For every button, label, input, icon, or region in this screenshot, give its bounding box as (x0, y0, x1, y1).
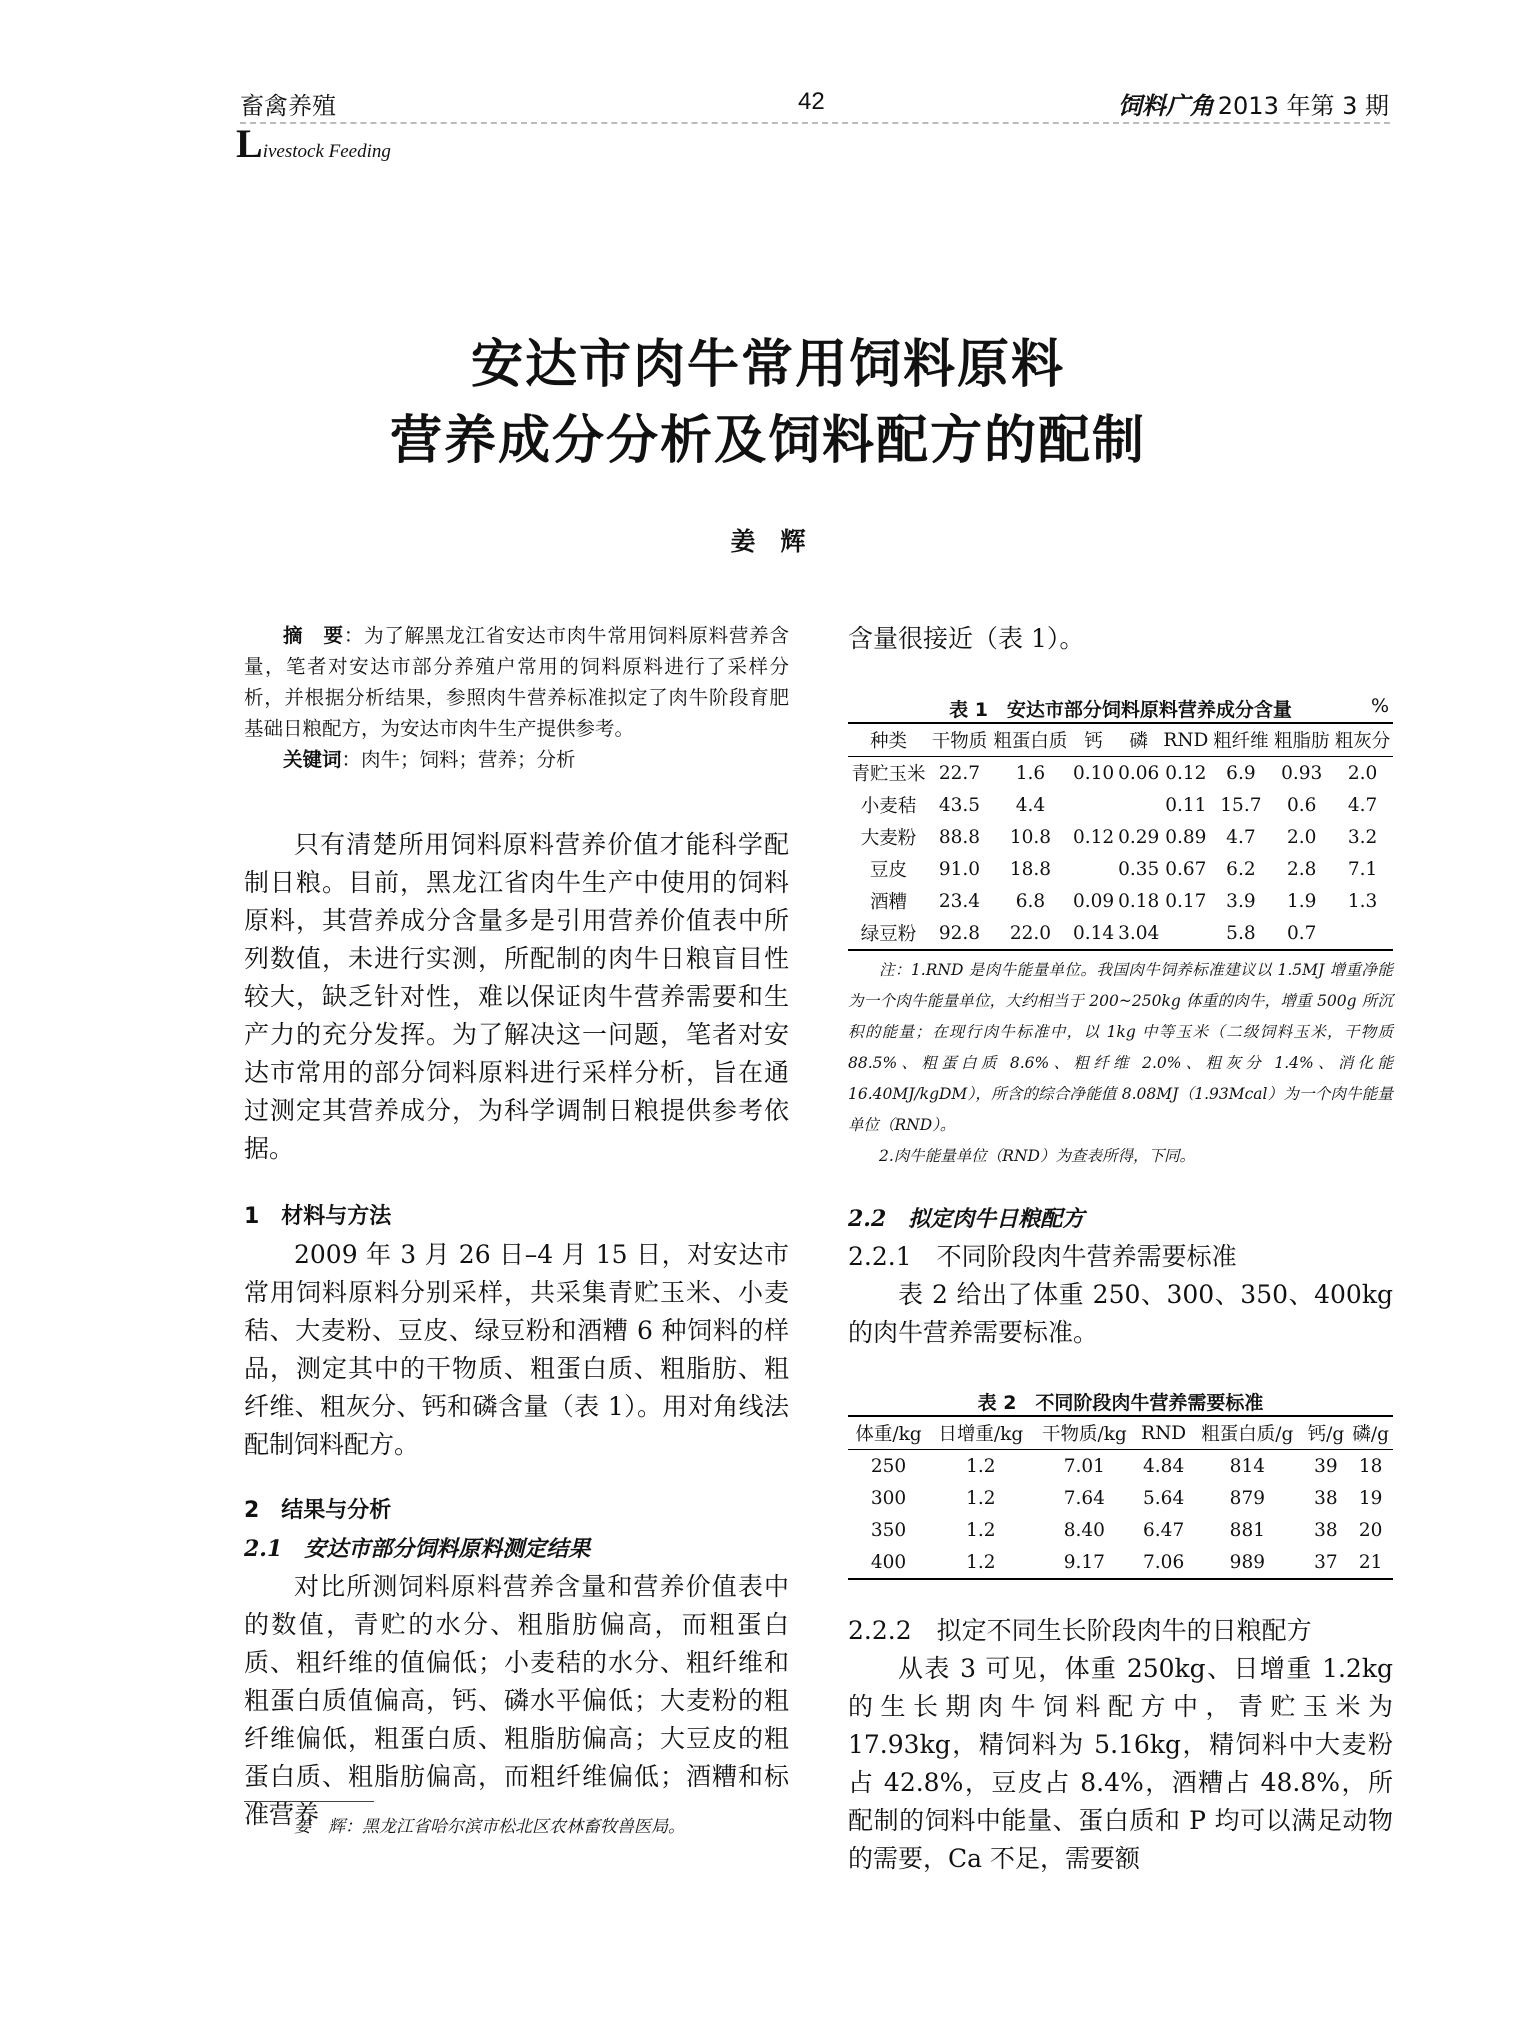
table-cell: 酒糟 (870, 892, 908, 913)
table-cell (1071, 853, 1116, 885)
section-2-2-block (848, 1200, 1393, 1352)
table-cell: 5.8 (1210, 917, 1271, 950)
table-1-block (848, 695, 1393, 1172)
table-1-caption (848, 695, 1393, 722)
right-column-continuation: 含量很接近（表 1）。 (848, 624, 1085, 653)
table-cell: 4.7 (1347, 794, 1378, 816)
table-cell: 7.64 (1063, 1487, 1105, 1509)
keywords-label: 关键词 (283, 748, 342, 771)
table-header-cell: RND (1136, 1416, 1191, 1450)
table-cell (1332, 917, 1393, 950)
table-row (848, 853, 1393, 885)
journal-issue (1118, 86, 1389, 121)
table-header-cell: 体重/kg (848, 1416, 929, 1450)
table-header-cell: 粗灰分 (1332, 723, 1393, 757)
table-row (848, 757, 1393, 790)
table-header-cell: 粗脂肪 (1271, 723, 1332, 757)
article-title-line1: 安达市肉牛常用饲料原料 (470, 335, 1065, 395)
table-cell: 2.8 (1286, 858, 1317, 880)
section-2-2-2-block (848, 1612, 1393, 1878)
table-cell: 6.47 (1143, 1519, 1185, 1541)
table-cell: 青贮玉米 (851, 764, 926, 785)
table-header-cell: 粗纤维 (1210, 723, 1271, 757)
table-cell: 0.18 (1118, 890, 1160, 912)
table-cell: 18 (1358, 1455, 1383, 1477)
table-row (848, 917, 1393, 950)
table-header-cell: 种类 (848, 723, 929, 757)
table-cell: 0.67 (1165, 858, 1207, 880)
table-cell: 3.2 (1347, 826, 1378, 848)
table-cell: 大麦粉 (860, 828, 917, 849)
section-2-1-heading: 2.1 安达市部分饲料原料测定结果 (244, 1536, 591, 1562)
table-cell: 6.9 (1226, 762, 1256, 784)
table-cell: 10.8 (1009, 826, 1052, 848)
table-cell: 23.4 (938, 890, 981, 912)
section-name-rest: ivestock Feeding (262, 141, 391, 162)
table-header-cell: 粗蛋白质 (990, 723, 1071, 757)
table-cell: 0.17 (1165, 890, 1207, 912)
table-cell: 879 (1229, 1487, 1265, 1509)
table-cell: 20 (1358, 1519, 1383, 1541)
table-cell: 39 (1314, 1455, 1338, 1477)
table-row (848, 1546, 1393, 1579)
table-cell: 0.14 (1071, 917, 1116, 950)
table-cell: 300 (870, 1487, 907, 1509)
table-1 (848, 722, 1393, 951)
page-number: 42 (798, 88, 825, 115)
table-header-cell: 日增重/kg (929, 1416, 1033, 1450)
section-1-paragraph: 2009 年 3 月 26 日–4 月 15 日，对安达市常用饲料原料分别采样，共采集青贮玉米、小麦秸、大麦粉、豆皮、绿豆粉和酒糟 6 种饲料的样品，测定其中的干物质、粗蛋白质、粗脂肪、粗纤维、粗灰分、钙和磷含量（表 1）。用对角线法配制饲料配方。 (244, 1240, 789, 1459)
table-cell: 1.2 (966, 1487, 996, 1509)
table-row (848, 1514, 1393, 1546)
table-cell: 1.2 (966, 1455, 996, 1477)
table-cell: 1.2 (929, 1546, 1033, 1579)
table-cell: 250 (870, 1455, 907, 1477)
table-2 (848, 1415, 1393, 1580)
abstract-text: ：为了解黑龙江省安达市肉牛常用饲料原料营养含量，笔者对安达市部分养殖户常用的饲料原料进行了采样分析，并根据分析结果，参照肉牛营养标准拟定了肉牛阶段育肥基础日粮配方，为安达市肉牛生产提供参考。 (244, 624, 789, 740)
table-row (848, 885, 1393, 917)
table-cell: 88.8 (938, 826, 981, 848)
table-cell: 1.3 (1347, 890, 1378, 912)
table-cell: 2.0 (1286, 826, 1317, 848)
table-cell: 1.6 (1015, 762, 1046, 784)
table-cell: 91.0 (938, 858, 981, 880)
table-cell: 4.84 (1143, 1455, 1185, 1477)
table-1-note-2: 2.肉牛能量单位（RND）为查表所得，下同。 (879, 1147, 1195, 1165)
table-cell: 5.64 (1143, 1487, 1185, 1509)
table-cell: 15.7 (1220, 794, 1262, 816)
table-cell: 7.06 (1136, 1546, 1191, 1579)
table-row (848, 789, 1393, 821)
table-cell: 0.6 (1286, 794, 1317, 816)
table-row (848, 1450, 1393, 1483)
article-title-line2: 营养成分分析及饲料配方的配制 (389, 411, 1146, 471)
table-2-block (848, 1388, 1393, 1580)
table-cell: 小麦秸 (860, 796, 917, 817)
section-2-2-2-paragraph: 从表 3 可见，体重 250kg、日增重 1.2kg 的生长期肉牛饲料配方中，青贮玉米为 17.93kg，精饲料为 5.16kg，精饲料中大麦粉占 42.8%，豆皮占 8.4%，酒糟占 48.8%，所配制的饲料中能量、蛋白质和 P 均可以满足动物的需要，Ca 不足，需要额 (848, 1654, 1393, 1873)
table-1-note-1: 注：1.RND 是肉牛能量单位。我国肉牛饲养标准建议以 1.5MJ 增重净能为一个肉牛能量单位，大约相当于 200~250kg 体重的肉牛，增重 500g 所沉积的能量；在现行肉牛标准中，以 1kg 中等玉米（二级饲料玉米，干物质 88.5%、粗蛋白质 8.6%、粗纤维 2.0%、粗灰分 1.4%、消化能 16.40MJ/kgDM），所含的综合净能值 8.08MJ（1.93Mcal）为一个肉牛能量单位（RND）。 (848, 961, 1393, 1134)
table-cell: 7.1 (1347, 858, 1378, 880)
table-cell (1161, 917, 1210, 950)
journal-name-left: 畜禽养殖 (240, 92, 336, 120)
table-cell: 2.0 (1347, 762, 1378, 784)
table-cell: 22.7 (938, 762, 981, 784)
section-name (236, 120, 391, 167)
table-header-cell: 干物质/kg (1033, 1416, 1137, 1450)
issue-label: 2013 年第 3 期 (1217, 92, 1389, 120)
footnote-divider (244, 1801, 374, 1802)
section-1-heading: 1 材料与方法 (244, 1204, 392, 1229)
table-cell: 400 (848, 1546, 929, 1579)
table-header-cell: 磷/g (1348, 1416, 1393, 1450)
table-cell: 0.06 (1118, 762, 1160, 784)
section-2-2-2-heading: 2.2.2 拟定不同生长阶段肉牛的日粮配方 (848, 1616, 1312, 1645)
table-cell: 1.2 (966, 1519, 996, 1541)
table-cell: 8.40 (1063, 1519, 1105, 1541)
abstract (244, 620, 789, 775)
table-cell: 9.17 (1033, 1546, 1137, 1579)
table-cell: 881 (1229, 1519, 1265, 1541)
left-column (244, 826, 789, 1834)
table-cell: 0.35 (1118, 858, 1160, 880)
table-cell: 814 (1229, 1455, 1265, 1477)
table-cell: 38 (1314, 1519, 1338, 1541)
table-cell: 22.0 (990, 917, 1071, 950)
table-cell: 37 (1304, 1546, 1349, 1579)
table-cell: 38 (1314, 1487, 1338, 1509)
table-row (848, 821, 1393, 853)
table-cell: 3.04 (1116, 917, 1161, 950)
table-cell: 0.11 (1165, 794, 1207, 816)
header-divider (240, 122, 1390, 124)
section-name-cap: L (236, 121, 263, 166)
table-cell: 6.2 (1226, 858, 1256, 880)
table-cell: 0.12 (1072, 826, 1115, 848)
table-cell: 4.4 (1015, 794, 1046, 816)
abstract-label: 摘 要 (283, 624, 344, 647)
table-cell: 0.89 (1165, 826, 1207, 848)
section-2-2-1-heading: 2.2.1 不同阶段肉牛营养需要标准 (848, 1242, 1237, 1271)
table-row (848, 1482, 1393, 1514)
table-header-cell: 粗蛋白质/g (1191, 1416, 1303, 1450)
author-footnote: 姜 辉：黑龙江省哈尔滨市松北区农林畜牧兽医局。 (294, 1817, 685, 1837)
table-cell: 92.8 (929, 917, 990, 950)
table-cell: 0.10 (1072, 762, 1115, 784)
table-2-caption: 表 2 不同阶段肉牛营养需要标准 (977, 1392, 1264, 1414)
table-cell: 6.8 (1015, 890, 1046, 912)
section-2-2-1-paragraph: 表 2 给出了体重 250、300、350、400kg 的肉牛营养需要标准。 (848, 1280, 1393, 1347)
table-cell: 豆皮 (870, 860, 908, 881)
table-cell: 19 (1358, 1487, 1383, 1509)
table-cell: 0.7 (1271, 917, 1332, 950)
section-2-1-paragraph: 对比所测饲料原料营养含量和营养价值表中的数值，青贮的水分、粗脂肪偏高，而粗蛋白质、粗纤维的值偏低；小麦秸的水分、粗纤维和粗蛋白质值偏高，钙、磷水平偏低；大麦粉的粗纤维偏低，粗蛋白质、粗脂肪偏高；大豆皮的粗蛋白质、粗脂肪偏高，而粗纤维偏低；酒糟和标准营养 (244, 1572, 789, 1829)
table-cell (1071, 789, 1116, 821)
table-1-unit: % (1370, 695, 1389, 717)
table-header-cell: 干物质 (929, 723, 990, 757)
table-cell: 3.9 (1226, 890, 1256, 912)
table-cell: 18.8 (1009, 858, 1052, 880)
table-header-cell: 钙/g (1304, 1416, 1349, 1450)
table-cell: 989 (1191, 1546, 1303, 1579)
section-2-2-heading: 2.2 拟定肉牛日粮配方 (848, 1206, 1085, 1232)
author: 姜 辉 (730, 527, 806, 556)
table-cell: 7.01 (1063, 1455, 1105, 1477)
table-header-cell: 磷 (1116, 723, 1161, 757)
table-cell: 4.7 (1226, 826, 1256, 848)
keywords: ：肉牛；饲料；营养；分析 (341, 748, 576, 771)
table-cell: 0.12 (1165, 762, 1207, 784)
table-cell: 21 (1348, 1546, 1393, 1579)
table-cell (1116, 789, 1161, 821)
table-cell: 0.09 (1072, 890, 1115, 912)
intro-paragraph: 只有清楚所用饲料原料营养价值才能科学配制日粮。目前，黑龙江省肉牛生产中使用的饲料原料，其营养成分含量多是引用营养价值表中所列数值，未进行实测，所配制的肉牛日粮盲目性较大，缺乏针对性，难以保证肉牛营养需要和生产力的充分发挥。为了解决这一问题，笔者对安达市常用的部分饲料原料进行采样分析，旨在通过测定其营养成分，为科学调制日粮提供参考依据。 (244, 830, 789, 1163)
table-cell: 绿豆粉 (848, 917, 929, 950)
table-cell: 1.9 (1286, 890, 1317, 912)
section-2-heading: 2 结果与分析 (244, 1498, 392, 1523)
journal-logo: 饲料广角 (1117, 92, 1214, 120)
table-1-title: 表 1 安达市部分饲料原料营养成分含量 (949, 699, 1292, 721)
table-header-cell: 钙 (1071, 723, 1116, 757)
table-cell: 43.5 (938, 794, 981, 816)
table-header-cell: RND (1161, 723, 1210, 757)
table-cell: 350 (870, 1519, 907, 1541)
table-cell: 0.29 (1118, 826, 1160, 848)
table-cell: 0.93 (1281, 762, 1323, 784)
